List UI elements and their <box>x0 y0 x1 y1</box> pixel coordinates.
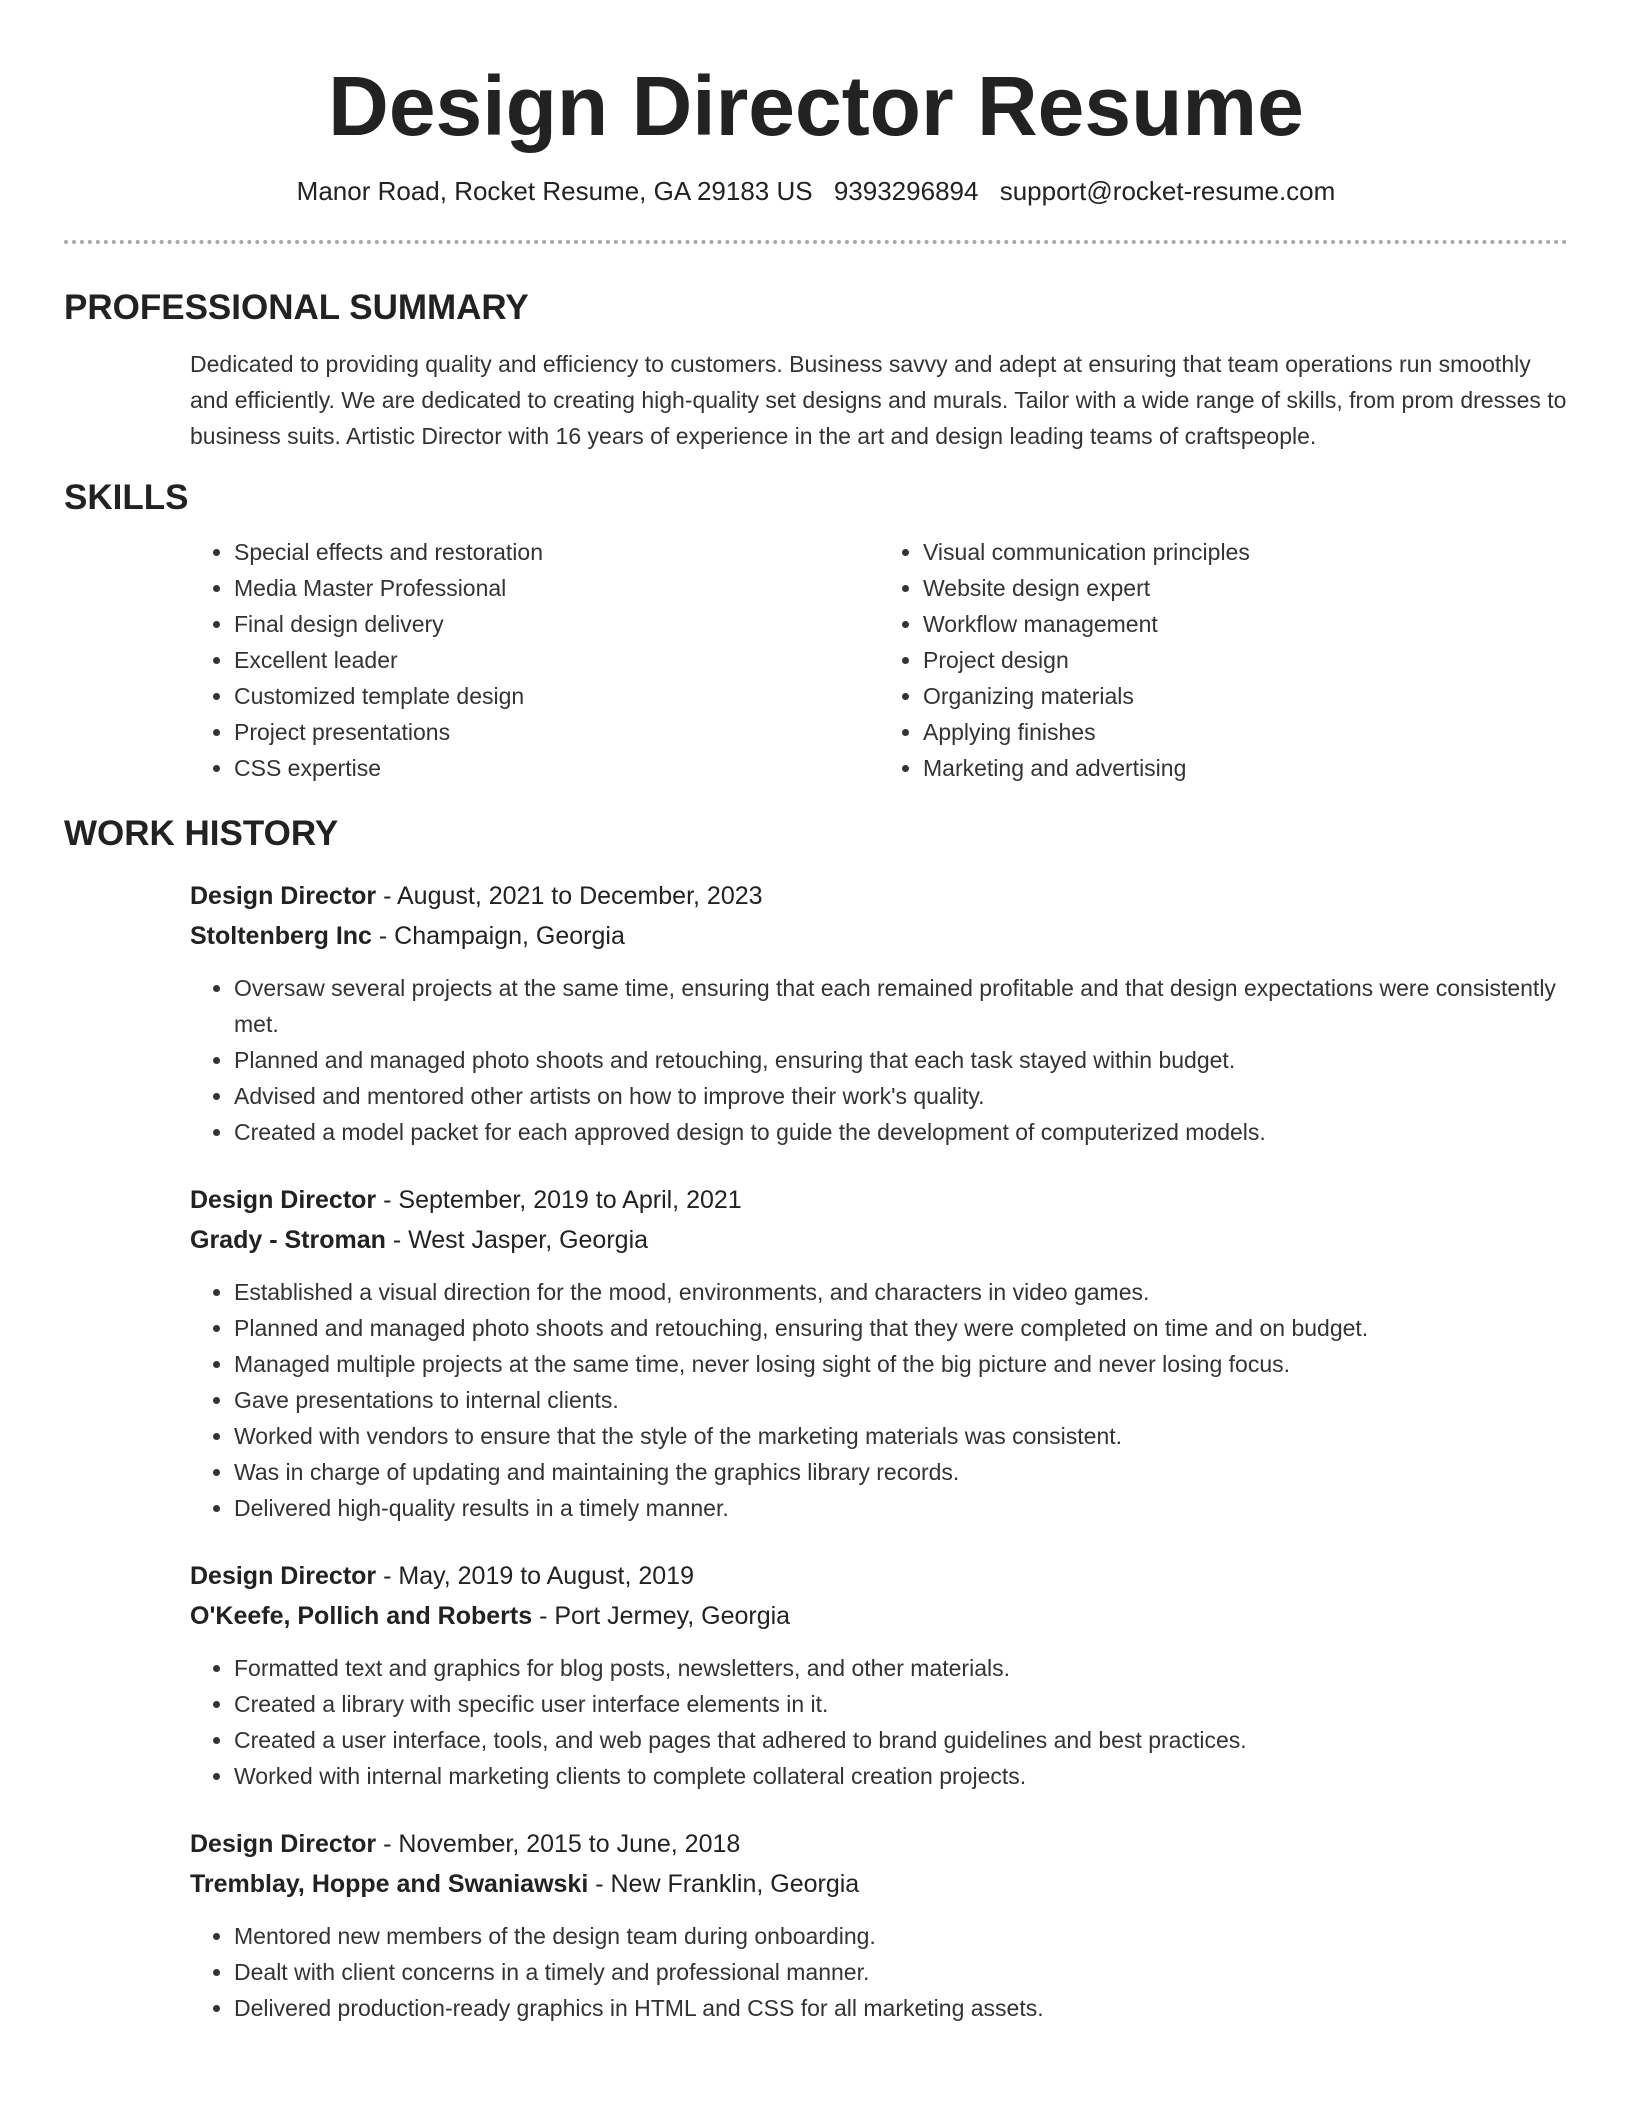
job-bullet: • Planned and managed photo shoots and retouching, ensuring that they were completed on time and on budget. <box>234 1310 1568 1346</box>
job-title-line <box>190 1824 1568 1864</box>
job-bullet: • Created a user interface, tools, and web pages that adhered to brand guidelines and best practices. <box>234 1722 1568 1758</box>
job-title-line <box>190 876 1568 916</box>
job-bullet: • Worked with internal marketing clients to complete collateral creation projects. <box>234 1758 1568 1794</box>
job-bullet: • Oversaw several projects at the same time, ensuring that each remained profitable and that design expectations were consistently met. <box>234 970 1568 1042</box>
job-company-line <box>190 1864 1568 1904</box>
skill-item: • Final design delivery <box>234 606 879 642</box>
job-bullet: • Was in charge of updating and maintaining the graphics library records. <box>234 1454 1568 1490</box>
job-entry <box>64 1556 1568 1794</box>
job-bullet: • Formatted text and graphics for blog posts, newsletters, and other materials. <box>234 1650 1568 1686</box>
job-entry <box>64 1180 1568 1526</box>
skill-item: • CSS expertise <box>234 750 879 786</box>
job-title-line <box>190 1556 1568 1596</box>
skill-item: • Visual communication principles <box>923 534 1568 570</box>
contact-email: support@rocket-resume.com <box>999 176 1336 206</box>
job-dates: - November, 2015 to June, 2018 <box>376 1830 741 1858</box>
job-location: - Port Jermey, Georgia <box>532 1602 791 1630</box>
skill-item: • Marketing and advertising <box>923 750 1568 786</box>
job-location: - New Franklin, Georgia <box>588 1870 860 1898</box>
job-bullets <box>190 1650 1568 1794</box>
skill-item: • Organizing materials <box>923 678 1568 714</box>
skills-column-left <box>190 534 879 786</box>
job-company: O'Keefe, Pollich and Roberts <box>190 1602 533 1630</box>
skill-item: • Website design expert <box>923 570 1568 606</box>
job-bullet: • Delivered high-quality results in a timely manner. <box>234 1490 1568 1526</box>
contact-phone: 9393296894 <box>833 176 979 206</box>
job-company-line <box>190 1596 1568 1636</box>
skill-item: • Customized template design <box>234 678 879 714</box>
skill-item: • Workflow management <box>923 606 1568 642</box>
summary-heading: PROFESSIONAL SUMMARY <box>64 288 529 327</box>
contact-address: Manor Road, Rocket Resume, GA 29183 US <box>296 176 813 206</box>
job-bullets <box>190 1274 1568 1526</box>
skill-item: • Special effects and restoration <box>234 534 879 570</box>
job-company-line <box>190 1220 1568 1260</box>
job-entry <box>64 1824 1568 2026</box>
job-bullet: • Created a model packet for each approved design to guide the development of computerized models. <box>234 1114 1568 1150</box>
job-title: Design Director <box>190 1830 377 1858</box>
summary-text: Dedicated to providing quality and efficiency to customers. Business savvy and adept at ensuring that team operations run smoothly and efficiently. We are dedicated to creating high-quality set designs and murals. Tailor with a wide range of skills, from prom dresses to business suits. Artistic Director with 16 years of experience in the art and design leading teams of craftspeople. <box>190 351 1567 449</box>
job-dates: - September, 2019 to April, 2021 <box>376 1186 742 1214</box>
job-entry <box>64 876 1568 1150</box>
contact-line <box>64 174 1568 208</box>
job-title-line <box>190 1180 1568 1220</box>
job-bullets <box>190 970 1568 1150</box>
job-bullet: • Worked with vendors to ensure that the style of the marketing materials was consistent. <box>234 1418 1568 1454</box>
job-dates: - August, 2021 to December, 2023 <box>376 882 763 910</box>
job-bullet: • Managed multiple projects at the same time, never losing sight of the big picture and never losing focus. <box>234 1346 1568 1382</box>
skill-item: • Excellent leader <box>234 642 879 678</box>
job-location: - Champaign, Georgia <box>371 922 625 950</box>
job-bullet: • Established a visual direction for the mood, environments, and characters in video games. <box>234 1274 1568 1310</box>
job-location: - West Jasper, Georgia <box>385 1226 649 1254</box>
job-bullets <box>190 1918 1568 2026</box>
job-bullet: • Dealt with client concerns in a timely and professional manner. <box>234 1954 1568 1990</box>
resume-title: Design Director Resume <box>328 59 1304 153</box>
skill-item: • Project design <box>923 642 1568 678</box>
skills-grid <box>190 534 1568 786</box>
job-bullet: • Delivered production-ready graphics in HTML and CSS for all marketing assets. <box>234 1990 1568 2026</box>
skill-item: • Project presentations <box>234 714 879 750</box>
job-company-line <box>190 916 1568 956</box>
job-bullet: • Planned and managed photo shoots and retouching, ensuring that each task stayed within budget. <box>234 1042 1568 1078</box>
skill-item: • Applying finishes <box>923 714 1568 750</box>
job-company: Grady - Stroman <box>190 1226 386 1254</box>
job-bullet: • Gave presentations to internal clients. <box>234 1382 1568 1418</box>
work-heading: WORK HISTORY <box>64 814 339 853</box>
job-title: Design Director <box>190 1562 377 1590</box>
job-dates: - May, 2019 to August, 2019 <box>376 1562 694 1590</box>
job-company: Tremblay, Hoppe and Swaniawski <box>190 1870 589 1898</box>
job-title: Design Director <box>190 882 377 910</box>
skills-heading: SKILLS <box>64 478 189 517</box>
job-bullet: • Advised and mentored other artists on how to improve their work's quality. <box>234 1078 1568 1114</box>
job-company: Stoltenberg Inc <box>190 922 372 950</box>
skill-item: • Media Master Professional <box>234 570 879 606</box>
job-bullet: • Mentored new members of the design team during onboarding. <box>234 1918 1568 1954</box>
skills-column-right <box>879 534 1568 786</box>
job-bullet: • Created a library with specific user interface elements in it. <box>234 1686 1568 1722</box>
job-title: Design Director <box>190 1186 377 1214</box>
header-divider <box>64 240 1568 244</box>
